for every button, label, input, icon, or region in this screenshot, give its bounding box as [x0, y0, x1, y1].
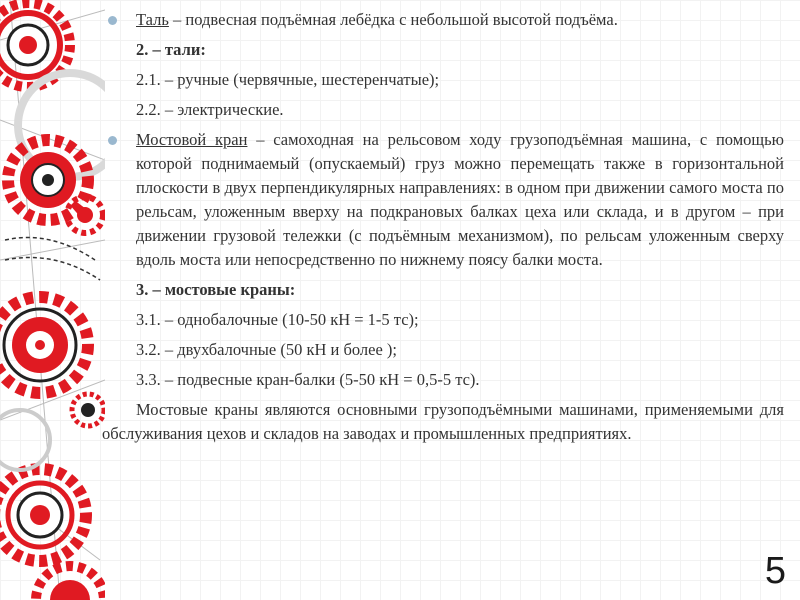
paragraph-bridge-crane: [102, 128, 784, 272]
gear-pattern-illustration: [0, 0, 105, 600]
list-item-2-2: 2.2. – электрические.: [136, 100, 284, 119]
paragraph-tal: [102, 8, 784, 32]
heading-tali: 2. – тали:: [136, 40, 206, 59]
bullet-icon: [108, 136, 117, 145]
decorative-gear-strip: [0, 0, 105, 600]
term-tal: Таль: [136, 10, 169, 29]
gear-icon: [0, 469, 86, 561]
list-item-3-2: 3.2. – двухбалочные (50 кН и более );: [136, 340, 397, 359]
definition-bridge-crane: – самоходная на рельсовом ходу грузоподъёмная машина, с помощью которой поднимаемый (опускаемый) груз можно перемещать также в горизонтальной плоскости в двух перпендикулярных направлениях: в одном при движении самого моста по рельсам, уложенным вверху на подкрановых балках цеха или склада, и в другом – при движении грузовой тележки (с подъёмным механизмом), по рельсам уложенным сверху вдоль моста или непосредственно по нижнему поясу балки моста.: [136, 130, 784, 269]
paragraph-conclusion: Мостовые краны являются основными грузоподъёмными машинами, применяемыми для обслуживания цехов и складов на заводах и промышленных предприятиях.: [102, 400, 784, 443]
gear-icon: [8, 140, 88, 220]
list-item-3-3: 3.3. – подвесные кран-балки (5-50 кН = 0,5-5 тс).: [136, 370, 480, 389]
slide-content: [102, 8, 784, 452]
list-item-3-1: 3.1. – однобалочные (10-50 кН = 1-5 тс);: [136, 310, 419, 329]
term-bridge-crane: Мостовой кран: [136, 130, 248, 149]
heading-bridge-cranes: 3. – мостовые краны:: [136, 280, 296, 299]
gear-icon: [67, 197, 103, 233]
definition-tal: – подвесная подъёмная лебёдка с небольшой высотой подъёма.: [168, 10, 618, 29]
gear-icon: [72, 394, 104, 426]
bullet-icon: [108, 16, 117, 25]
gear-icon: [36, 566, 104, 600]
slide-number: 5: [764, 550, 786, 592]
gear-icon: [0, 297, 88, 393]
list-item-2-1: 2.1. – ручные (червячные, шестеренчатые);: [136, 70, 440, 89]
